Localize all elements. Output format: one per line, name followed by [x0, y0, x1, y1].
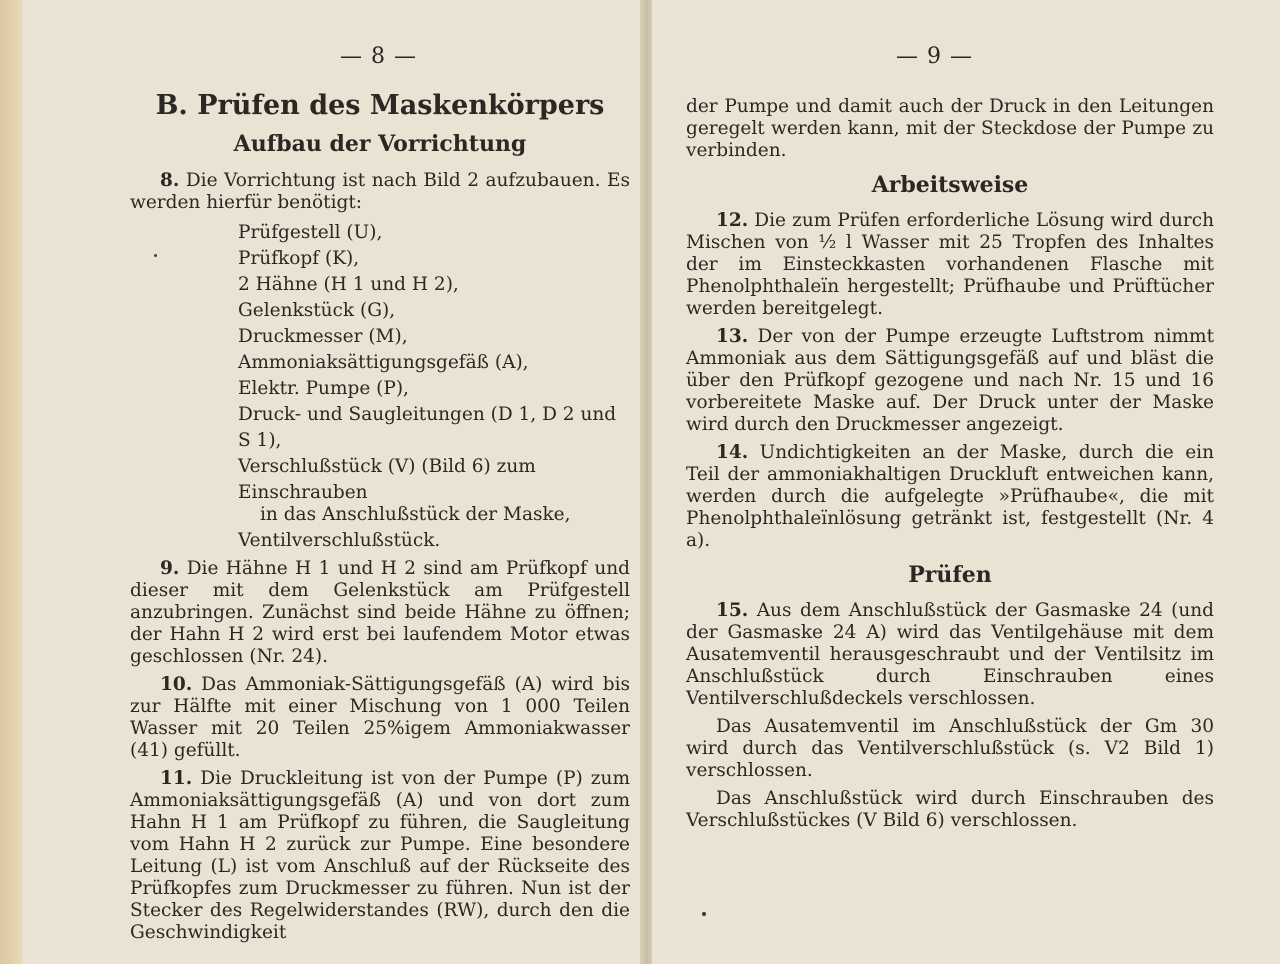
equipment-list [238, 220, 630, 554]
paragraph-text: Undichtigkeiten an der Maske, durch die ein Teil der ammoniakhaltigen Druckluft entweichen kann, werden durch die aufgelegte »Prüfhaube«, die mit Phenolphthaleïnlösung getränkt ist, festgestellt (Nr. 4 a). [686, 442, 1214, 551]
paragraph-number: 14. [716, 442, 749, 463]
paragraph-number: 12. [716, 210, 749, 231]
book-edge [0, 0, 22, 964]
paragraph-12 [686, 210, 1214, 320]
list-item: Prüfkopf (K), [238, 248, 360, 269]
section-heading-arbeitsweise: Arbeitsweise [871, 172, 1029, 198]
list-item: Druck- und Saugleitungen (D 1, D 2 und S 1), [238, 404, 617, 451]
paragraph-16: Das Ausatemventil im Anschlußstück der Gm 30 wird durch das Ventilverschlußstück (s. V2 Bild 1) verschlossen. [686, 716, 1214, 781]
subsection-heading: Aufbau der Vorrichtung [233, 131, 527, 157]
continued-paragraph: der Pumpe und damit auch der Druck in den Leitungen geregelt werden kann, mit der Steckdose der Pumpe zu verbinden. [686, 96, 1214, 161]
paragraph-text: Aus dem Anschlußstück der Gasmaske 24 (und der Gasmaske 24 A) wird das Ventilgehäuse mit dem Ausatemventil herausgeschraubt und der Ventilsitz im Anschlußstück durch Einschrauben eines Ventilverschlußdeckels verschlossen. [686, 600, 1214, 709]
section-heading: B. Prüfen des Maskenkörpers [155, 90, 605, 121]
list-item: Gelenkstück (G), [238, 300, 396, 321]
list-item: Prüfgestell (U), [238, 222, 383, 243]
list-item: Ventilverschlußstück. [238, 530, 441, 551]
paragraph-11 [130, 768, 630, 944]
list-item: 2 Hähne (H 1 und H 2), [238, 274, 459, 295]
paragraph-number: 11. [160, 768, 193, 789]
right-page-body [686, 96, 1214, 838]
paragraph-number: 8. [160, 170, 180, 191]
list-item: in das Anschlußstück der Maske, [260, 504, 571, 525]
paragraph-text: Die Vorrichtung ist nach Bild 2 aufzubauen. Es werden hierfür benötigt: [130, 170, 630, 213]
paragraph-13 [686, 326, 1214, 436]
paragraph-8 [130, 170, 630, 214]
section-heading-pruefen: Prüfen [908, 562, 992, 588]
paragraph-10 [130, 674, 630, 762]
paragraph-14 [686, 442, 1214, 552]
list-item: Druckmesser (M), [238, 326, 408, 347]
ink-speck [702, 912, 706, 916]
list-item: Ammoniaksättigungsgefäß (A), [238, 352, 529, 373]
paragraph-text: Die Hähne H 1 und H 2 sind am Prüfkopf und dieser mit dem Gelenkstück am Prüfgestell anzubringen. Zunächst sind beide Hähne zu öffnen; der Hahn H 2 wird erst bei laufendem Motor etwas geschlossen (Nr. 24). [130, 558, 630, 667]
paragraph-number: 13. [716, 326, 749, 347]
paragraph-number: 15. [716, 600, 749, 621]
left-page-body [130, 90, 630, 950]
paragraph-number: 9. [160, 558, 180, 579]
paragraph-15 [686, 600, 1214, 710]
list-item: Elektr. Pumpe (P), [238, 378, 409, 399]
paragraph-text: Das Ammoniak-Sättigungsgefäß (A) wird bis zur Hälfte mit einer Mischung von 1 000 Teilen Wasser mit 20 Teilen 25%igem Ammoniakwasser (41) gefüllt. [130, 674, 631, 761]
list-item: Verschlußstück (V) (Bild 6) zum Einschrauben [238, 456, 536, 503]
paragraph-text: Die Druckleitung ist von der Pumpe (P) zum Ammoniaksättigungsgefäß (A) und von dort zum Hahn H 1 am Prüfkopf zu führen, die Saugleitung vom Hahn H 2 zurück zur Pumpe. Eine besondere Leitung (L) ist vom Anschluß auf der Rückseite des Prüfkopfes zum Druckmesser zu führen. Nun ist der Stecker des Regelwiderstandes (RW), durch den die Geschwindigkeit [130, 768, 630, 943]
paragraph-17: Das Anschlußstück wird durch Einschrauben des Verschlußstückes (V Bild 6) verschlossen. [686, 788, 1214, 831]
paragraph-text: Der von der Pumpe erzeugte Luftstrom nimmt Ammoniak aus dem Sättigungsgefäß auf und bläst die über den Prüfkopf gezogene und nach Nr. 15 und 16 vorbereitete Maske auf. Der Druck unter der Maske wird durch den Druckmesser angezeigt. [686, 326, 1214, 435]
paragraph-text: Die zum Prüfen erforderliche Lösung wird durch Mischen von ½ l Wasser mit 25 Tropfen des Inhaltes der im Einsteckkasten vorhandenen Flasche mit Phenolphthaleïn hergestellt; Prüfhaube und Prüftücher werden bereitgelegt. [686, 210, 1214, 319]
page-number-right: — 9 — [896, 44, 973, 69]
paragraph-number: 10. [160, 674, 193, 695]
right-page [652, 0, 1280, 964]
page-number-left: — 8 — [340, 44, 417, 69]
left-page [22, 0, 642, 964]
paragraph-9 [130, 558, 630, 668]
